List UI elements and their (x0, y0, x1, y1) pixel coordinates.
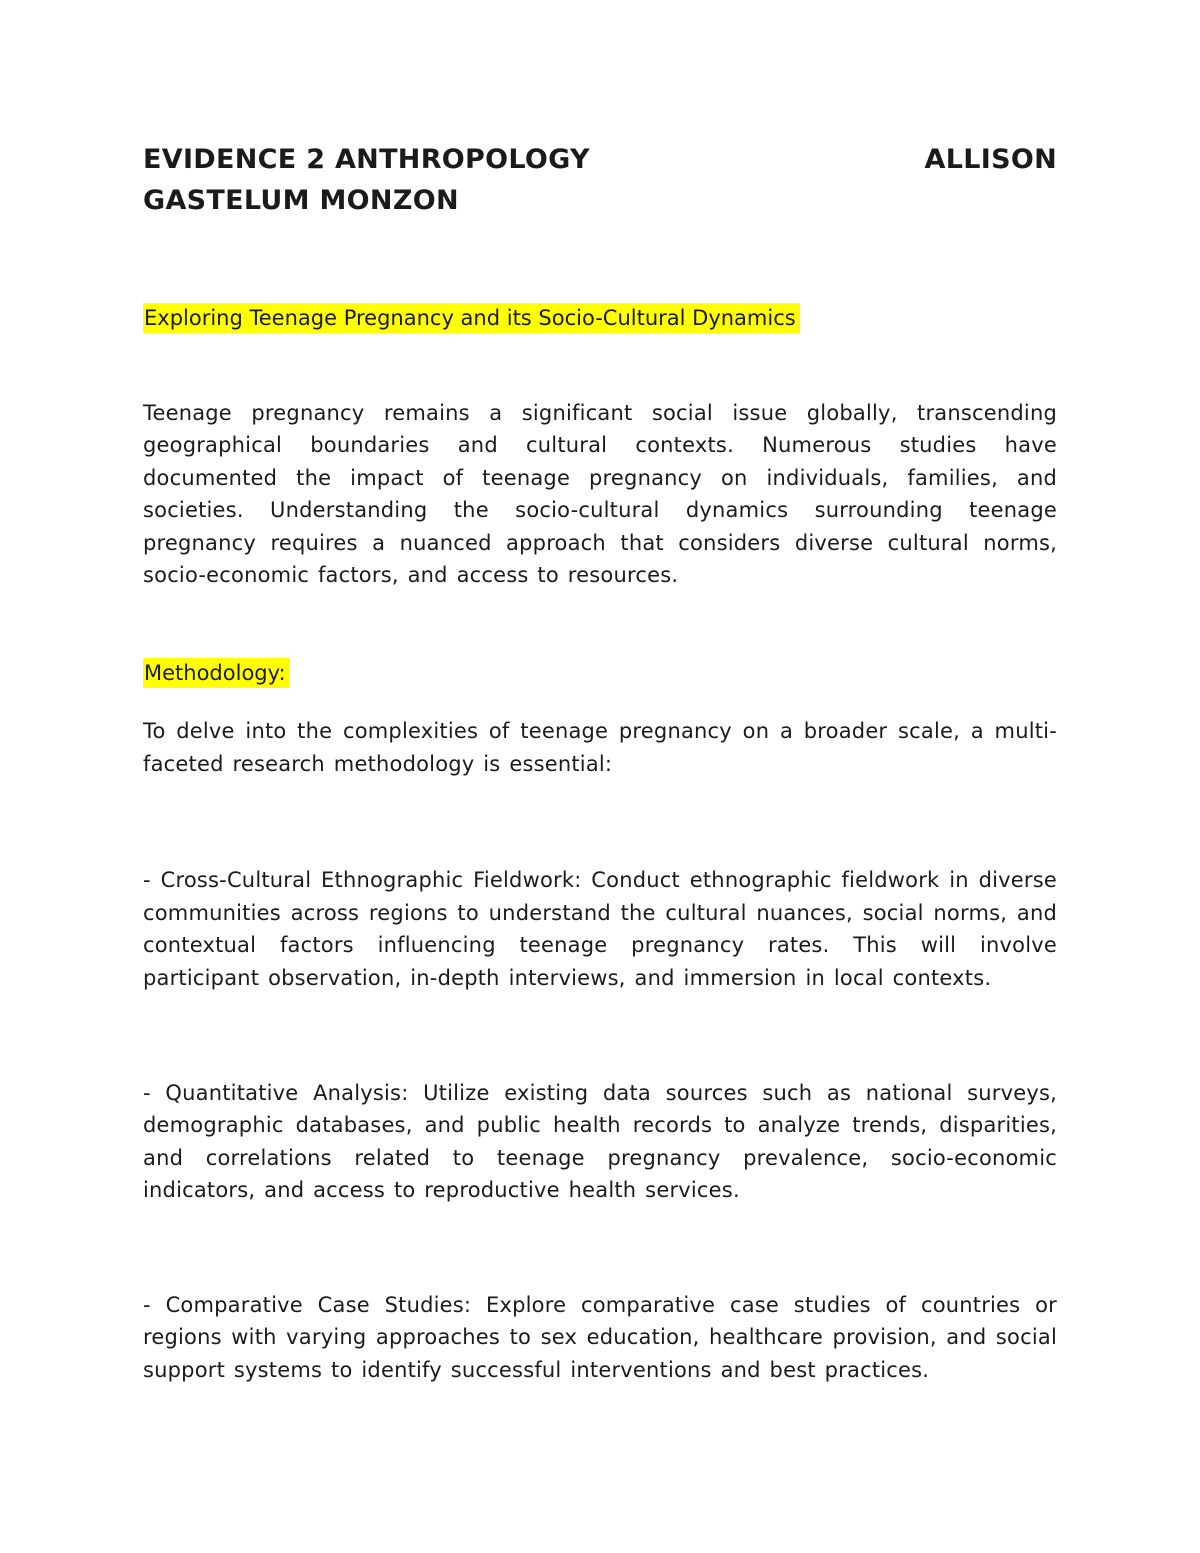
topic-heading (143, 303, 1057, 335)
title-author-last-name: GASTELUM MONZON (143, 184, 459, 216)
intro-paragraph: Teenage pregnancy remains a significant social issue globally, transcending geographical boundaries and cultural contexts. Numerous studies have documented the impact of teenage pregnancy on individuals, families, and societies. Understanding the socio-cultural dynamics surrounding teenage pregnancy requires a nuanced approach that considers diverse cultural norms, socio-economic factors, and access to resources. (143, 400, 1057, 588)
title-line-1 (143, 140, 1057, 181)
bullet-fieldwork-paragraph: - Cross-Cultural Ethnographic Fieldwork: Conduct ethnographic fieldwork in diverse communities across regions to understand the cultural nuances, social norms, and contextual factors influencing teenage pregnancy rates. This will involve participant observation, in-depth interviews, and immersion in local contexts. (143, 868, 1057, 991)
title-author-first-name: ALLISON (924, 144, 1057, 175)
methodology-heading-highlight: Methodology: (143, 658, 290, 688)
bullet-quantitative-paragraph: - Quantitative Analysis: Utilize existing data sources such as national surveys, demographic databases, and public health records to analyze trends, disparities, and correlations related to teenage pregnancy prevalence, socio-economic indicators, and access to reproductive health services. (143, 1080, 1057, 1203)
methodology-heading (143, 658, 1057, 690)
document-title (143, 140, 1057, 221)
methodology-intro-paragraph: To delve into the complexities of teenage pregnancy on a broader scale, a multi-faceted research methodology is essential: (143, 719, 1057, 776)
title-course-label: EVIDENCE 2 ANTHROPOLOGY (143, 144, 590, 175)
topic-heading-highlight: Exploring Teenage Pregnancy and its Socio-Cultural Dynamics (143, 303, 800, 333)
bullet-case-studies-paragraph: - Comparative Case Studies: Explore comparative case studies of countries or regions with varying approaches to sex education, healthcare provision, and social support systems to identify successful interventions and best practices. (143, 1292, 1057, 1382)
